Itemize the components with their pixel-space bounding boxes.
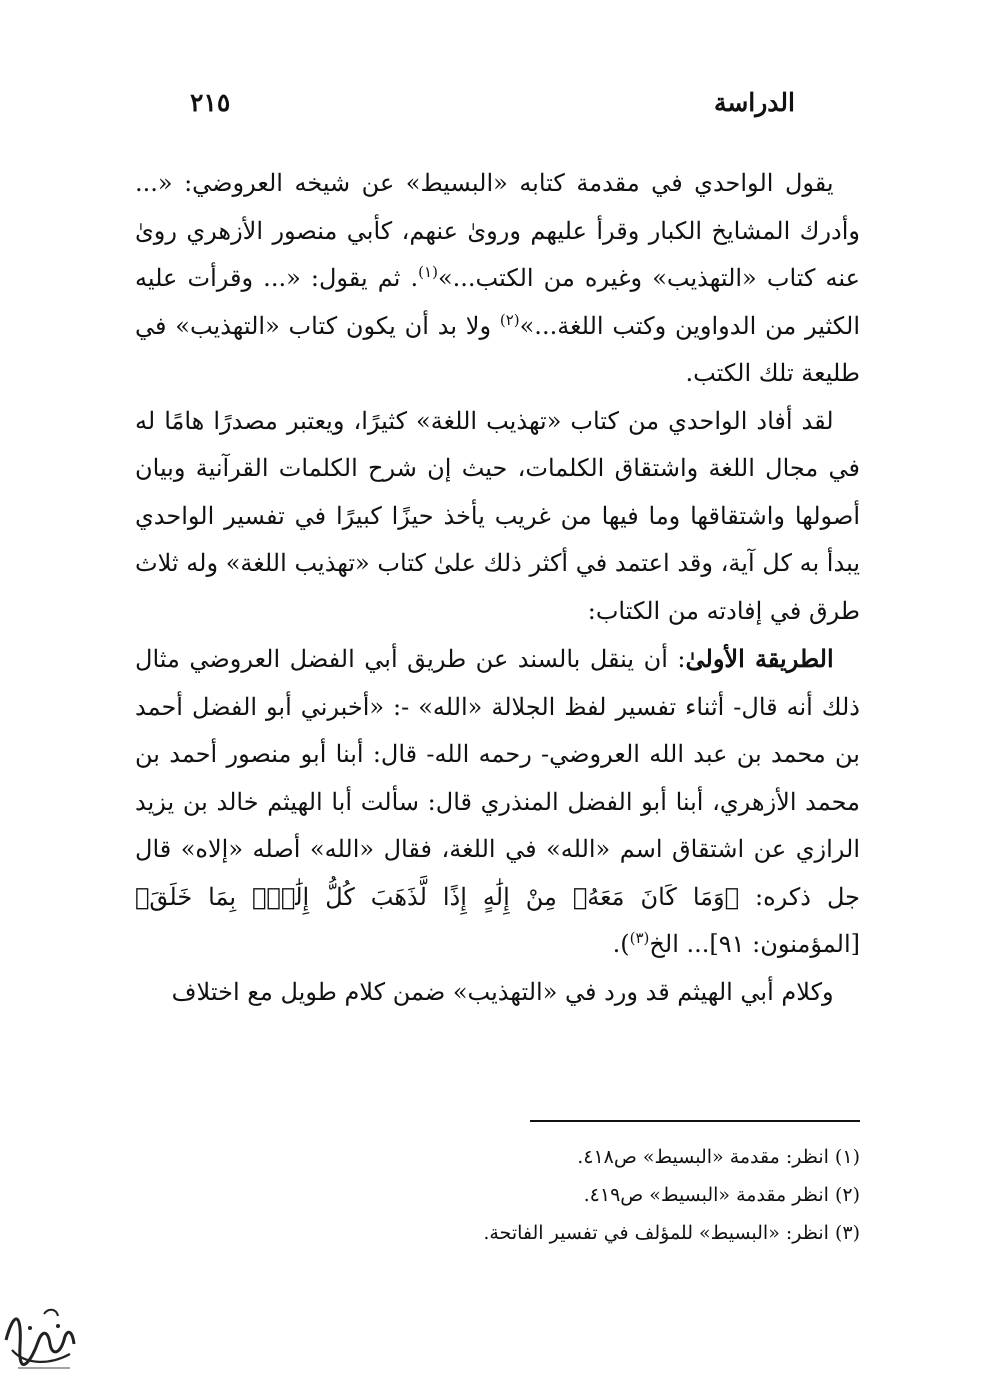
paragraph-3-text: : أن ينقل بالسند عن طريق أبي الفضل العروضي مثال ذلك أنه قال- أثناء تفسير لفظ الجلالة «الله» -: «أخبرني أبو الفضل أحمد بن محمد بن عبد الله العروضي- رحمه الله- قال: أبنا أبو منصور أحمد بن محمد الأزهري، أبنا أبو الفضل المنذري قال: سألت أبا الهيثم خالد بن يزيد الرازي عن اشتقاق اسم «الله» في اللغة، فقال «الله» أصله «إلاه» قال جل ذكره: ﴿وَمَا كَانَ مَعَهُۥ مِنْ إِلَٰهٍ إِذًا لَّذَهَبَ كُلُّ إِلَٰهٍۭ بِمَا خَلَقَ﴾ [المؤمنون: ٩١]... الخ (135, 645, 860, 958)
paragraph-1-middle: . ثم يقول: «... وقرأت عليه الكثير من الدواوين وكتب اللغة...» (135, 264, 860, 340)
page-header (190, 88, 795, 128)
logo-drawing (0, 1300, 80, 1376)
paragraph-4: وكلام أبي الهيثم قد ورد في «التهذيب» ضمن كلام طويل مع اختلاف (171, 977, 834, 1006)
page-number: ٢١٥ (190, 88, 231, 117)
paragraph-1-end: ولا بد أن يكون كتاب «التهذيب» في طليعة تلك الكتب. (135, 311, 860, 387)
paragraph-1-text: يقول الواحدي في مقدمة كتابه «البسيط» عن شيخه العروضي: «... وأدرك المشايخ الكبار وقرأ عليهم وروىٰ عنهم، كأبي منصور الأزهري روىٰ عنه كتاب «التهذيب» وغيره من الكتب...» (135, 169, 861, 292)
running-head: الدراسة (713, 88, 795, 117)
method-one-heading: الطريقة الأولىٰ (685, 644, 834, 673)
paragraph-2: لقد أفاد الواحدي من كتاب «تهذيب اللغة» كثيرًا، ويعتبر مصدرًا هامًا له في مجال اللغة واشتقاق الكلمات، حيث إن شرح الكلمات القرآنية وبيان أصولها واشتقاقها وما فيها من غريب يأخذ حيزًا كبيرًا في تفسير الواحدي يبدأ به كل آية، وقد اعتمد في أكثر ذلك علىٰ كتاب «تهذيب اللغة» وله ثلاث طرق في إفادته من الكتاب: (135, 406, 860, 625)
paragraph-1 (135, 160, 860, 398)
footnote-1: (١) انظر: مقدمة «البسيط» ص٤١٨. (577, 1146, 860, 1168)
paragraph-3-end: ). (612, 930, 630, 958)
footnotes (135, 1138, 860, 1252)
main-text (135, 160, 860, 1016)
paragraph-3 (135, 635, 860, 969)
footnote-2: (٢) انظر مقدمة «البسيط» ص٤١٩. (583, 1184, 860, 1206)
footnote-ref-3: (٣) (629, 929, 650, 947)
footnote-divider (530, 1120, 860, 1122)
calligraphy-logo-icon (0, 1300, 80, 1376)
footnote-ref-2: (٢) (499, 310, 520, 329)
footnote-ref-1: (١) (418, 263, 438, 281)
footnote-3: (٣) انظر: «البسيط» للمؤلف في تفسير الفاتحة. (483, 1222, 860, 1244)
